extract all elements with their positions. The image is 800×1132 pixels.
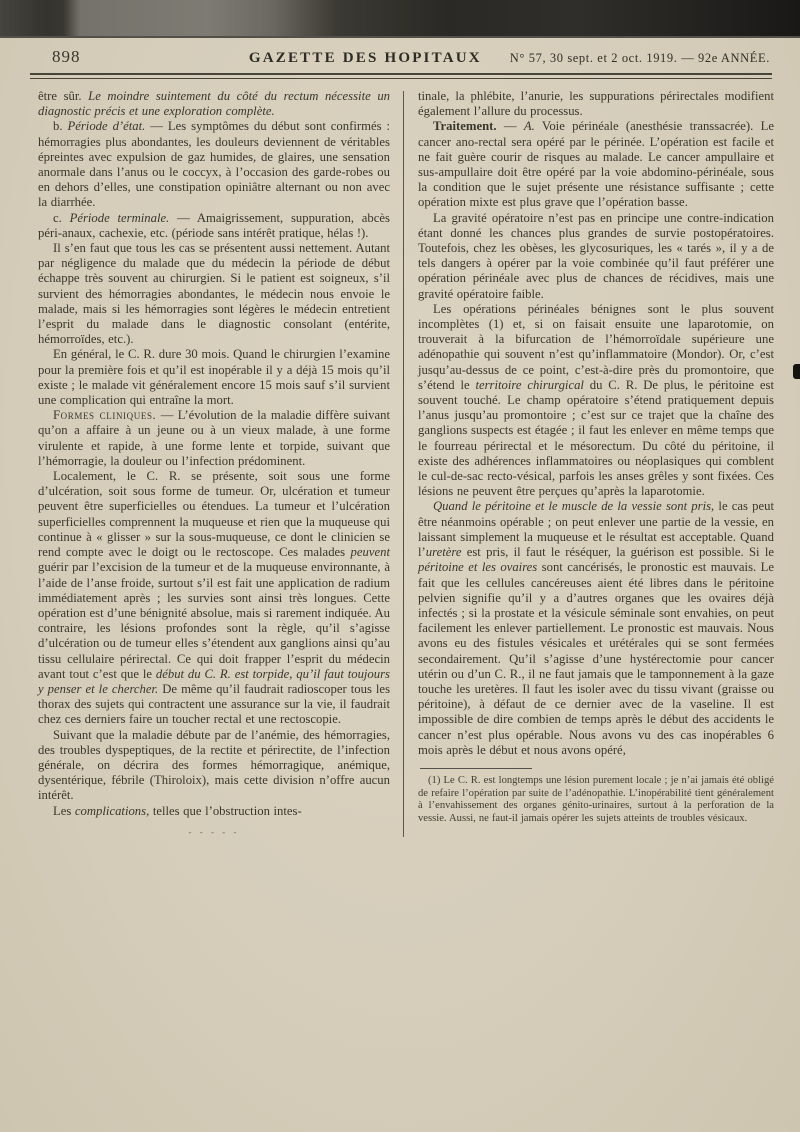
paragraph: être sûr. Le moindre suintement du côté du rectum nécessite un diagnostic précis et une exploration complète. xyxy=(38,89,391,119)
scan-edge-artifact xyxy=(793,364,800,379)
journal-header-line xyxy=(249,50,770,67)
paragraph: (1) Le C. R. est longtemps une lésion purement locale ; je n’ai jamais été obligé de refaire l’opération par suite de l’adénopathie. L’inopérabilité tient généralement à l’envahissement des organes génito-urinaires, surtout à la perforation de la vessie. Aussi, ne faut-il jamais opérer les sujets atteints de troubles vésicaux. xyxy=(418,774,774,824)
footnote-body xyxy=(418,775,774,825)
column-divider xyxy=(403,91,404,837)
paragraph: Traitement. — A. Voie périnéale (anesthésie transsacrée). Le cancer ano-rectal sera opéré par le périnée. L’opération est facile et ne fait guère courir de risques au malade. Le cancer ampullaire et sus-ampullaire doit être opéré par la voie abdomino-périnéale, sous la condition que le sujet présente une résistance suffisante ; cette opération mixte est plus grave que l’opération basse. xyxy=(418,119,774,210)
article-body xyxy=(0,79,800,837)
page-number: 898 xyxy=(52,47,81,66)
paragraph: En général, le C. R. dure 30 mois. Quand le chirurgien l’examine pour la première fois et qu’il est inopérable il y a déjà 15 mois qu’il existe ; le malade vit généralement encore 15 mois sauf s’il survient une complication qui entraîne la mort. xyxy=(38,347,390,408)
paragraph: Les opérations périnéales bénignes sont le plus souvent incomplètes (1) et, si on faisait ensuite une laparotomie, on trouverait à la bifurcation de l’hémorroïdale supérieure une adénopathie qui souvent n’est qu’inflammatoire (Mondor). Or, c’est jusqu’au-dessus de ce point, c’est-à-dire près du promontoire, que s’étend le territoire chirurgical du C. R. De plus, le péritoine est souvent touché. Le champ opératoire s’étend pratiquement depuis l’anus jusqu’au promontoire ; c’est sur ce trajet que la chaîne des ganglions suspects est étagée ; il faut les enlever en même temps que le fourreau périrectal et le mésorectum. Du côté du péritoine, il existe des adhérences inflammatoires ou néoplasiques qui comblent le cul-de-sac recto-vésical, parfois les anses grêles y sont fixées. Ces lésions ne peuvent être perçues qu’après la laparotomie. xyxy=(418,301,774,499)
paragraph: Localement, le C. R. se présente, soit sous une forme d’ulcération, soit sous forme de tumeur. Or, ulcération et tumeur peuvent être superficielles ou étendues. La tumeur et l’ulcération superficielles comprennent la muqueuse et rien que la muqueuse qui continue à « glisser » sur la sous-muqueuse, ce dont le clinicien se rend compte avec le doigt ou le rectoscope. Ces malades peuvent guérir par l’excision de la tumeur et de la muqueuse environnante, à l’aide de l’anse froide, surtout s’il est fait une application de radium immédiatement après ; les survies sont ainsi très longues. Cette opération est d’une bénignité absolue, mais si rarement indiquée. Au contraire, les lésions profondes sont la règle, qu’il s’agisse d’ulcération ou de tumeur elles s’étendent aux ganglions ainsi qu’au tissu cellulaire périrectal. Ce qui doit frapper l’esprit du médecin avant tout c’est que le début du C. R. est torpide, qu’il faut toujours y penser et le chercher. De même qu’il faudrait radioscoper tous les thorax des sujets qui contractent une assurance sur la vie, il faudrait chez ces derniers faire un toucher rectal et une rectoscopie. xyxy=(38,469,391,727)
right-column-text xyxy=(418,89,774,758)
footnote-rule xyxy=(420,768,532,769)
end-of-article-dashes: - - - - - xyxy=(188,826,240,837)
journal-title: GAZETTE DES HOPITAUX xyxy=(248,50,482,66)
paragraph: La gravité opératoire n’est pas en principe une contre-indication étant donné les chances plus grandes de survie postopératoires. Toutefois, chez les obèses, les glycosuriques, les « tarés », il y a de tels dangers à opérer par la voie combinée qu’il faut préférer une opération périnéale avec plus de chances de récidives, mais une gravité opératoire faible. xyxy=(418,210,774,301)
paragraph: c. Période terminale. — Amaigrissement, suppuration, abcès péri-anaux, cachexie, etc. (période sans intérêt pratique, hélas !). xyxy=(38,210,390,240)
paragraph: Suivant que la maladie débute par de l’anémie, des hémorragies, des troubles dyspeptiques, de la rectite et périrectite, de l’infection générale, on décrira des formes hémorragique, anémique, dysentérique, fébrile (Thiroloix), mais cette division n’offre aucun intérêt. xyxy=(38,727,390,803)
paragraph: Quand le péritoine et le muscle de la vessie sont pris, le cas peut être néanmoins opérable ; on peut enlever une partie de la vessie, en laissant simplement la muqueuse et le résultat est acceptable. Quand l’uretère est pris, il faut le réséquer, la guérison est possible. Si le péritoine et les ovaires sont cancérisés, le pronostic est mauvais. Le fait que les cellules cancéreuses aient été libres dans le péritoine pelvien signifie qu’il y a d’autres organes que les ovaires déjà infectés ; si la prostate et la vésicule séminale sont envahies, on peut facilement les enlever partiellement. Le pronostic est mauvais. Nous avons eu des fistules vésicales et urétérales qui se sont fermées secondairement. Qu’il s’agisse d’une hystérectomie pour cancer utérin ou d’un C. R., il ne faut jamais que le tamponnement à la gaze touche les uretères. Il faut les isoler avec du tissu vivant (graisse ou péritoine), à défaut de ce dernier avec de la vaseline. Il est impossible de dire combien de temps après le début des accidents le cancer n’est plus opérable. Nous avons vu des cas inopérables 6 mois après le début et nous avons opéré, xyxy=(418,499,775,757)
paragraph: Les complications, telles que l’obstruction intes- xyxy=(53,803,302,818)
right-column xyxy=(418,89,774,837)
journal-issue: N° 57, 30 sept. et 2 oct. 1919. — 92e ANNÉE. xyxy=(509,51,770,65)
left-column-text xyxy=(38,89,390,819)
footnote xyxy=(418,768,774,825)
paragraph: Formes cliniques. — L’évolution de la maladie diffère suivant qu’on a affaire à un jeune ou à un vieux malade, à une forme virulente et rapide, à une forme lente et torpide, suivant que l’hémorragie, la douleur ou l’infection prédominent. xyxy=(38,408,390,468)
page-header xyxy=(0,36,800,72)
paragraph: b. Période d’état. — Les symptômes du début sont confirmés : hémorragies plus abondantes, les douleurs deviennent de véritables épreintes avec expulsion de gaz humides, de glaires, une sensation anormale dans l’anus ou le coccyx, à l’occasion des garde-robes ou en dehors d’elles, une constipation opiniâtre alternant ou non avec la diarrhée. xyxy=(38,119,390,210)
scan-dark-edge xyxy=(0,0,800,38)
left-column xyxy=(38,89,390,837)
paragraph: Il s’en faut que tous les cas se présentent aussi nettement. Autant par négligence du malade que du médecin la période de début échappe très souvent au chirurgien. Si le patient est soigneux, s’il survient des hémorragies abondantes, le médecin nous envoie le malade, mais si les hémorragies sont légères le médecin entretient l’esprit du malade dans le diagnostic consolant (entérite, hémorroïdes, etc.). xyxy=(38,241,390,347)
paragraph: tinale, la phlébite, l’anurie, les suppurations périrectales modifient également l’allure du processus. xyxy=(418,89,774,119)
